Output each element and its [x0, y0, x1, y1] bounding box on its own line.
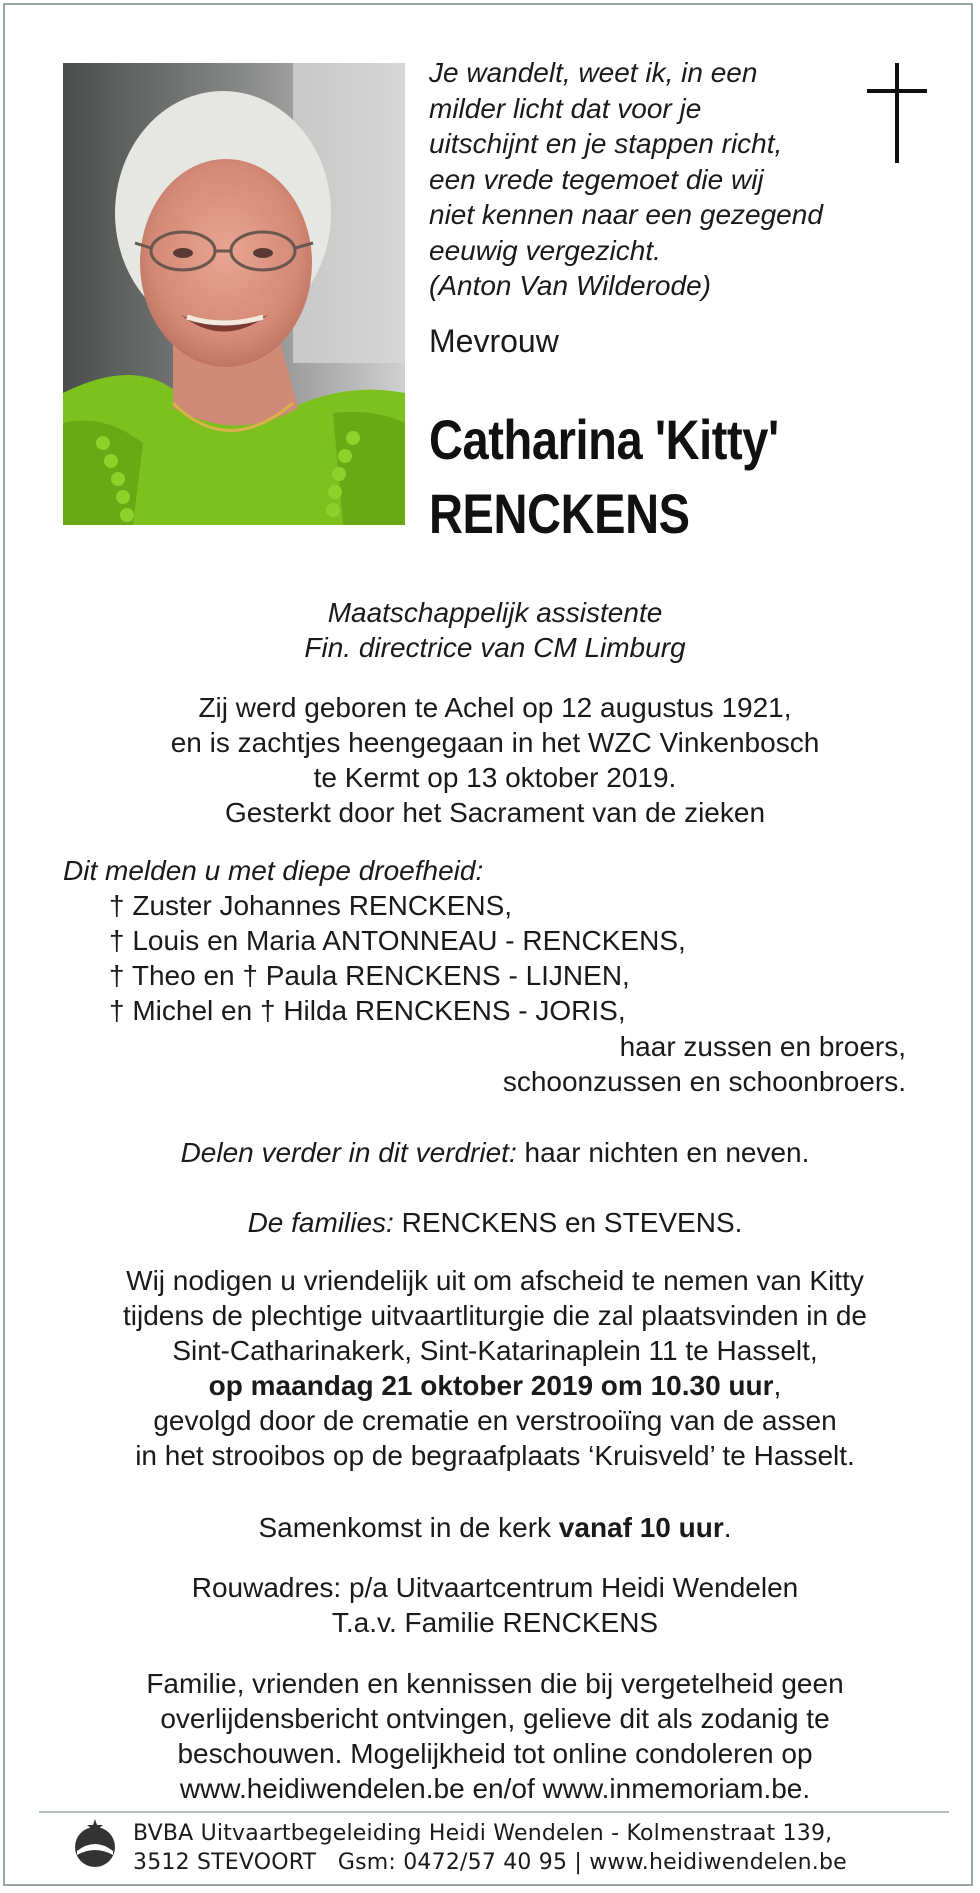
poem-quote [429, 55, 859, 304]
invite-date: op maandag 21 oktober 2019 om 10.30 uur, [208, 1370, 782, 1401]
note-line: beschouwen. Mogelijkheid tot online condoleren op [177, 1738, 813, 1769]
info-line: en is zachtjes heengegaan in het WZC Vinkenbosch [170, 727, 820, 758]
obituary-card [3, 3, 973, 1886]
family-member: † Louis en Maria ANTONNEAU - RENCKENS, [109, 925, 686, 956]
invite-line: Wij nodigen u vriendelijk uit om afscheid te nemen van Kitty [126, 1265, 864, 1296]
share-grief-label: Delen verder in dit verdriet: [180, 1137, 517, 1168]
families-text: RENCKENS en STEVENS. [393, 1207, 743, 1238]
family-member: † Michel en † Hilda RENCKENS - JORIS, [109, 995, 626, 1026]
address-line: Rouwadres: p/a Uitvaartcentrum Heidi Wendelen [191, 1572, 799, 1603]
note-line: Familie, vrienden en kennissen die bij vergetelheid geen [146, 1668, 844, 1699]
invite-line: gevolgd door de crematie en verstrooiïng van de assen [153, 1405, 837, 1436]
announcement-heading: Dit melden u met diepe droefheid: [63, 855, 484, 886]
funeral-home-logo-icon [71, 1817, 119, 1869]
families [5, 1205, 980, 1240]
birth-death-info [5, 690, 980, 830]
share-grief-text: haar nichten en neven. [516, 1137, 810, 1168]
note-line: www.heidiwendelen.be en/of www.inmemoriam.be. [179, 1773, 811, 1804]
poem-line: milder licht dat voor je [429, 92, 702, 124]
info-line: Zij werd geboren te Achel op 12 augustus 1921, [198, 692, 792, 723]
relation-line: schoonzussen en schoonbroers. [502, 1066, 906, 1097]
portrait-photo [63, 63, 405, 525]
role-line: Fin. directrice van CM Limburg [304, 632, 686, 663]
honorific: Mevrouw [429, 323, 559, 359]
funeral-home-footer [133, 1819, 847, 1877]
gathering: Samenkomst in de kerk vanaf 10 uur. [258, 1512, 732, 1543]
invite-line: tijdens de plechtige uitvaartliturgie die zal plaatsvinden in de [122, 1300, 868, 1331]
funeral-invitation [5, 1263, 980, 1473]
families-label: De families: [247, 1207, 394, 1238]
notice-note [5, 1666, 980, 1806]
poem-line: niet kennen naar een gezegend [429, 199, 823, 230]
share-grief [5, 1135, 980, 1170]
roles [5, 595, 980, 665]
mourning-address [5, 1570, 980, 1640]
poem-line: Je wandelt, weet ik, in een [429, 57, 758, 88]
name-first: Catharina 'Kitty' [429, 408, 779, 471]
footer-line: BVBA Uitvaartbegeleiding Heidi Wendelen - Kolmenstraat 139, [133, 1821, 833, 1846]
poem-author: (Anton Van Wilderode) [429, 270, 711, 301]
info-line: Gesterkt door het Sacrament van de zieken [224, 797, 766, 828]
family-relation [503, 1029, 906, 1099]
address-line: T.a.v. Familie RENCKENS [331, 1607, 659, 1638]
cross-icon [867, 63, 927, 163]
relation-line: haar zussen en broers, [619, 1031, 906, 1062]
note-line: overlijdensbericht ontvingen, gelieve dit als zodanig te [160, 1703, 830, 1734]
footer-divider [39, 1811, 949, 1813]
poem-line: een vrede tegemoet die wij [429, 163, 764, 195]
poem-line: uitschijnt en je stappen richt, [429, 128, 783, 159]
funeral-date: op maandag 21 oktober 2019 om 10.30 uur [208, 1370, 774, 1401]
gathering-time: vanaf 10 uur [558, 1512, 724, 1543]
invite-line: Sint-Catharinakerk, Sint-Katarinaplein 11 te Hasselt, [172, 1335, 818, 1366]
info-line: te Kermt op 13 oktober 2019. [313, 762, 677, 793]
poem-line: eeuwig vergezicht. [429, 234, 661, 266]
announcement [63, 853, 686, 1028]
footer-line: 3512 STEVOORT Gsm: 0472/57 40 95 | www.heidiwendelen.be [133, 1850, 847, 1875]
role-line: Maatschappelijk assistente [327, 597, 663, 628]
family-member: † Theo en † Paula RENCKENS - LIJNEN, [109, 960, 630, 991]
name-last: RENCKENS [429, 482, 690, 545]
deceased-name [429, 403, 779, 551]
family-member: † Zuster Johannes RENCKENS, [109, 890, 513, 921]
invite-line: in het strooibos op de begraafplaats ‘Kruisveld’ te Hasselt. [135, 1440, 855, 1471]
